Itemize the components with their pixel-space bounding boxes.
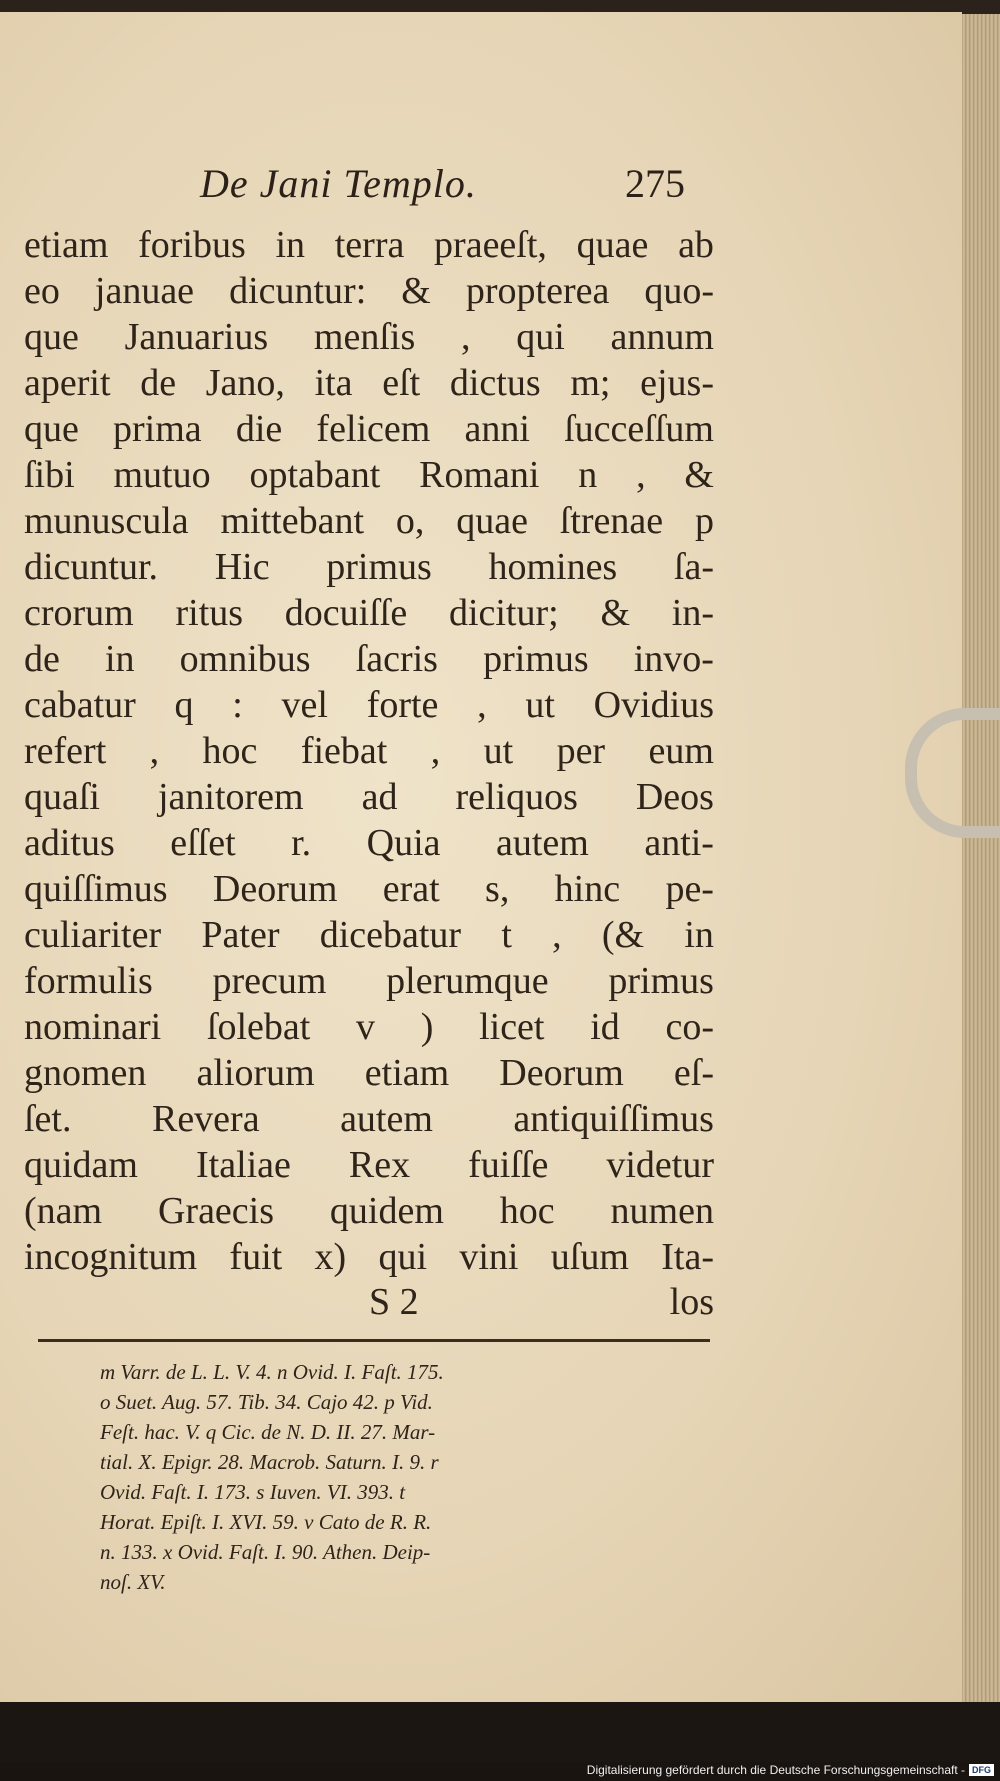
word: quiſſimus bbox=[24, 868, 168, 910]
word: felicem bbox=[316, 408, 431, 450]
word: refert bbox=[24, 730, 107, 772]
word: v bbox=[356, 1006, 376, 1048]
word: mittebant bbox=[220, 500, 365, 542]
word: p bbox=[695, 500, 714, 542]
word: eo bbox=[24, 270, 60, 312]
word: fuiſſe bbox=[468, 1144, 549, 1186]
word: licet bbox=[479, 1006, 545, 1048]
footnotes bbox=[100, 1357, 720, 1597]
word: co- bbox=[665, 1006, 714, 1048]
text-line bbox=[24, 774, 714, 820]
running-head: De Jani Templo. bbox=[200, 161, 477, 206]
word: ut bbox=[483, 730, 514, 772]
word: Januarius bbox=[124, 316, 269, 358]
word: in bbox=[104, 638, 135, 680]
word: prima bbox=[113, 408, 202, 450]
footnote-line: noſ. XV. bbox=[100, 1570, 166, 1594]
word: crorum bbox=[24, 592, 134, 634]
text-line bbox=[24, 636, 714, 682]
credit-text: Digitalisierung gefördert durch die Deutsche Forschungsgemeinschaft - bbox=[586, 1763, 965, 1777]
text-line bbox=[24, 314, 714, 360]
text-line bbox=[24, 360, 714, 406]
text-line bbox=[24, 268, 714, 314]
word: hoc bbox=[202, 730, 258, 772]
word: qui bbox=[378, 1236, 428, 1278]
word: n bbox=[578, 454, 598, 496]
word: ut bbox=[525, 684, 555, 726]
text-line bbox=[24, 406, 714, 452]
word: autem bbox=[496, 822, 589, 864]
text-line bbox=[24, 1234, 714, 1280]
word: cabatur bbox=[24, 684, 136, 726]
word: , bbox=[149, 730, 160, 772]
footnote-line: Feſt. hac. V. q Cic. de N. D. II. 27. Mar- bbox=[100, 1420, 436, 1444]
word: in bbox=[684, 914, 714, 956]
word: dicuntur. bbox=[24, 546, 159, 588]
footnote-rule bbox=[38, 1339, 710, 1342]
word: pe- bbox=[665, 868, 714, 910]
word: Deorum bbox=[212, 868, 338, 910]
word: munuscula bbox=[24, 500, 189, 542]
word: eſt bbox=[382, 362, 421, 404]
word: Hic bbox=[214, 546, 270, 588]
word: Romani bbox=[419, 454, 540, 496]
bottom-band bbox=[0, 1702, 1000, 1762]
word: Ovidius bbox=[593, 684, 714, 726]
word: Graecis bbox=[157, 1190, 275, 1232]
word: ritus bbox=[175, 592, 244, 634]
word: Rex bbox=[348, 1144, 411, 1186]
word: janitorem bbox=[157, 776, 304, 818]
digitization-credit bbox=[587, 1763, 994, 1777]
word: s, bbox=[485, 868, 510, 910]
word: reliquos bbox=[455, 776, 578, 818]
word: per bbox=[556, 730, 606, 772]
word: & bbox=[684, 454, 714, 496]
word: menſis bbox=[313, 316, 416, 358]
word: dictus bbox=[449, 362, 541, 404]
word: dicebatur bbox=[319, 914, 462, 956]
word: Deos bbox=[635, 776, 714, 818]
word: Deorum bbox=[499, 1052, 624, 1094]
word: docuiſſe bbox=[284, 592, 408, 634]
word: & bbox=[600, 592, 631, 634]
word: , bbox=[552, 914, 562, 956]
text-line bbox=[24, 452, 714, 498]
word: (nam bbox=[24, 1190, 103, 1232]
word: nominari bbox=[24, 1006, 162, 1048]
word: in bbox=[275, 224, 306, 266]
text-line bbox=[24, 866, 714, 912]
word: ejus- bbox=[640, 362, 714, 404]
word: de bbox=[24, 638, 60, 680]
word: aliorum bbox=[196, 1052, 315, 1094]
word: x) bbox=[314, 1236, 347, 1278]
word: precum bbox=[212, 960, 327, 1002]
word: homines bbox=[488, 546, 618, 588]
word: primus bbox=[483, 638, 589, 680]
word: (& bbox=[601, 914, 645, 956]
word: ita bbox=[314, 362, 353, 404]
word: culiariter bbox=[24, 914, 162, 956]
footnote-line: o Suet. Aug. 57. Tib. 34. Cajo 42. p Vid. bbox=[100, 1390, 433, 1414]
word: q bbox=[174, 684, 194, 726]
word: id bbox=[590, 1006, 620, 1048]
word: invo- bbox=[633, 638, 714, 680]
word: in- bbox=[671, 592, 714, 634]
word: quo- bbox=[644, 270, 714, 312]
word: incognitum bbox=[24, 1236, 198, 1278]
word: Jano, bbox=[205, 362, 285, 404]
word: ad bbox=[361, 776, 398, 818]
word: etiam bbox=[364, 1052, 450, 1094]
word: Italiae bbox=[195, 1144, 291, 1186]
word: , bbox=[460, 316, 471, 358]
word: hoc bbox=[499, 1190, 555, 1232]
text-line bbox=[24, 728, 714, 774]
word: , bbox=[636, 454, 646, 496]
word: annum bbox=[610, 316, 714, 358]
word: dicitur; bbox=[448, 592, 559, 634]
word: videtur bbox=[606, 1144, 714, 1186]
word: eſſet bbox=[170, 822, 236, 864]
footnote-line: Ovid. Faſt. I. 173. s Iuven. VI. 393. t bbox=[100, 1480, 406, 1504]
word: primus bbox=[326, 546, 432, 588]
text-line bbox=[24, 958, 714, 1004]
main-text bbox=[24, 222, 714, 1280]
word: ) bbox=[420, 1006, 434, 1048]
word: praeeſt, bbox=[434, 224, 547, 266]
word: Quia bbox=[366, 822, 441, 864]
text-line bbox=[24, 544, 714, 590]
word: omnibus bbox=[179, 638, 311, 680]
text-line bbox=[24, 222, 714, 268]
word: plerumque bbox=[386, 960, 549, 1002]
text-line bbox=[24, 1004, 714, 1050]
footnote-line: n. 133. x Ovid. Faſt. I. 90. Athen. Deip- bbox=[100, 1540, 431, 1564]
word: eſ- bbox=[673, 1052, 714, 1094]
word: ſet. bbox=[24, 1098, 72, 1140]
catchword: los bbox=[669, 1281, 714, 1323]
word: t bbox=[501, 914, 512, 956]
word: : bbox=[232, 684, 243, 726]
word: o, bbox=[395, 500, 425, 542]
book-page bbox=[0, 12, 962, 1702]
text-line bbox=[24, 1096, 714, 1142]
word: ſibi bbox=[24, 454, 75, 496]
word: de bbox=[140, 362, 177, 404]
text-line bbox=[24, 590, 714, 636]
word: optabant bbox=[249, 454, 381, 496]
word: & bbox=[401, 270, 431, 312]
word: hinc bbox=[554, 868, 621, 910]
word: ſtrenae bbox=[559, 500, 664, 542]
word: foribus bbox=[138, 224, 246, 266]
text-line bbox=[24, 1050, 714, 1096]
text-line bbox=[24, 912, 714, 958]
signature-mark: S 2 bbox=[369, 1281, 419, 1323]
word: formulis bbox=[24, 960, 153, 1002]
word: quae bbox=[576, 224, 649, 266]
word: quaſi bbox=[24, 776, 100, 818]
word: m; bbox=[570, 362, 611, 404]
word: uſum bbox=[550, 1236, 629, 1278]
word: que bbox=[24, 408, 79, 450]
word: terra bbox=[334, 224, 405, 266]
word: aditus bbox=[24, 822, 115, 864]
word: vini bbox=[459, 1236, 519, 1278]
word: numen bbox=[610, 1190, 714, 1232]
word: ſacris bbox=[355, 638, 438, 680]
word: ſolebat bbox=[206, 1006, 311, 1048]
word: vel bbox=[281, 684, 328, 726]
word: que bbox=[24, 316, 79, 358]
footnote-line: m Varr. de L. L. V. 4. n Ovid. I. Faſt. 175. bbox=[100, 1360, 444, 1384]
footnote-line: tial. X. Epigr. 28. Macrob. Saturn. I. 9. r bbox=[100, 1450, 439, 1474]
signature-line bbox=[24, 1280, 714, 1326]
word: fuit bbox=[229, 1236, 283, 1278]
word: Ita- bbox=[661, 1236, 714, 1278]
word: primus bbox=[608, 960, 714, 1002]
word: r. bbox=[291, 822, 312, 864]
footnote-line: Horat. Epiſt. I. XVI. 59. v Cato de R. R. bbox=[100, 1510, 432, 1534]
word: qui bbox=[516, 316, 565, 358]
word: quidem bbox=[329, 1190, 444, 1232]
word: mutuo bbox=[113, 454, 211, 496]
text-line bbox=[24, 1142, 714, 1188]
word: Pater bbox=[201, 914, 280, 956]
word: quidam bbox=[24, 1144, 138, 1186]
word: forte bbox=[366, 684, 439, 726]
word: aperit bbox=[24, 362, 111, 404]
page-number: 275 bbox=[625, 161, 685, 206]
word: etiam bbox=[24, 224, 109, 266]
text-line bbox=[24, 682, 714, 728]
word: propterea bbox=[465, 270, 610, 312]
word: anti- bbox=[644, 822, 714, 864]
word: eum bbox=[648, 730, 714, 772]
word: januae bbox=[94, 270, 195, 312]
word: ab bbox=[678, 224, 714, 266]
word: autem bbox=[340, 1098, 433, 1140]
word: gnomen bbox=[24, 1052, 147, 1094]
page-edges bbox=[962, 14, 1000, 1704]
word: ſucceſſum bbox=[564, 408, 714, 450]
word: erat bbox=[382, 868, 440, 910]
dfg-logo-icon: DFG bbox=[969, 1764, 994, 1776]
word: anni bbox=[464, 408, 530, 450]
word: Revera bbox=[151, 1098, 260, 1140]
word: , bbox=[477, 684, 487, 726]
word: , bbox=[430, 730, 441, 772]
text-line bbox=[24, 1188, 714, 1234]
word: quae bbox=[456, 500, 528, 542]
text-line bbox=[24, 498, 714, 544]
text-line bbox=[24, 820, 714, 866]
word: dicuntur: bbox=[229, 270, 367, 312]
word: fiebat bbox=[300, 730, 388, 772]
word: ſa- bbox=[673, 546, 714, 588]
word: antiquiſſimus bbox=[513, 1098, 714, 1140]
word: die bbox=[235, 408, 283, 450]
